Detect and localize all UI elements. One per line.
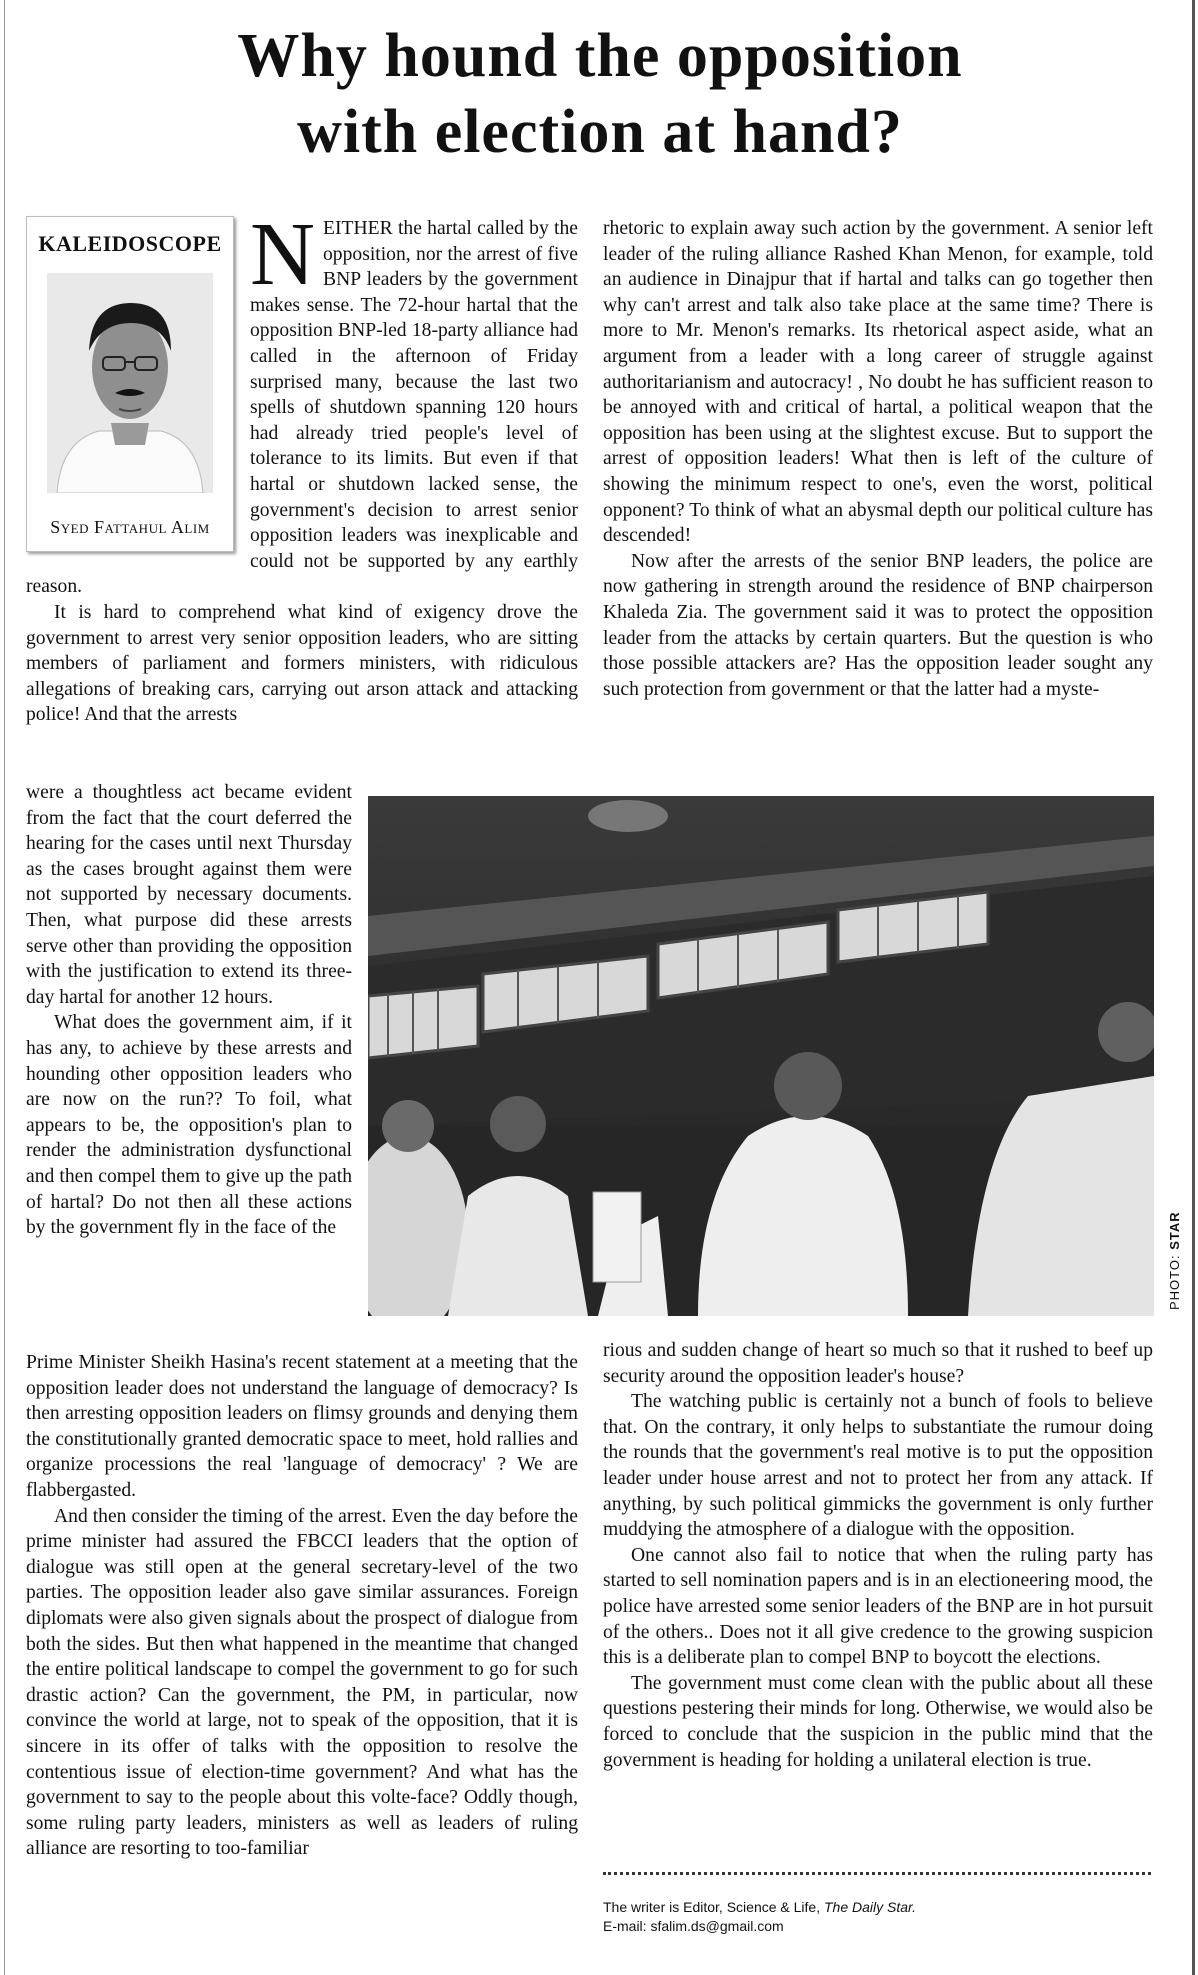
paragraph-1: EITHER the hartal called by the opposition, nor the arrest of five BNP leaders by the government makes sense. The 72-hour hartal that the opposition BNP-led 18-party alliance had called in the afternoon of Friday surprised many, because the last two spells of shutdown spanning 120 hours had already tried people's level of tolerance to its limits. But even if that hartal or shutdown lacked sense, the government's decision to arrest senior opposition leaders was inexplicable and could not be supported by any earthly reason.: [26, 218, 578, 598]
column-kicker: KALEIDOSCOPE: [38, 231, 222, 256]
article-column-left-top: [26, 205, 578, 728]
photo-credit-prefix: PHOTO:: [1167, 1254, 1182, 1310]
headline-line-2: with election at hand?: [297, 98, 903, 166]
footer-divider: [603, 1872, 1151, 1875]
paragraph-2a: It is hard to comprehend what kind of exigency drove the government to arrest very senior opposition leaders, who are sitting members of parliament and formers ministers, with ridiculous allegations of breaking cars, carrying out arson attack and attacking police! And that the arrests: [26, 601, 578, 726]
paragraph-6a: Now after the arrests of the senior BNP leaders, the police are now gathering in strength around the residence of BNP chairperson Khaleda Zia. The government said it was to protect the opposition leader from the attacks by certain quarters. But the question is who those possible attackers are? Has the opposition leader sought any such protection from government or that the latter had a myste-: [603, 550, 1153, 700]
article-column-right-bottom: [603, 1338, 1153, 1773]
paragraph-3a: What does the government aim, if it has any, to achieve by these arrests and hounding other opposition leaders who are now on the run?? To foil, what appears to be, the opposition's plan to render the administration dysfunctional and then compel them to give up the path of hartal? Do not then all these actions by the government fly in the face of the: [26, 1012, 352, 1239]
news-photo-drawing: [368, 796, 1154, 1316]
photo-credit-source: STAR: [1167, 1211, 1182, 1250]
author-footnote: [603, 1898, 1151, 1936]
author-portrait-drawing: [47, 273, 213, 493]
publication-name: The Daily Star.: [823, 1899, 917, 1915]
author-byline: Syed Fattahul Alim: [50, 517, 210, 537]
page-border-left: [4, 0, 5, 1975]
article-column-left-mid: [26, 780, 352, 1241]
photo-credit: [1167, 1211, 1182, 1310]
author-portrait: [47, 273, 213, 493]
author-email: E-mail: sfalim.ds@gmail.com: [603, 1918, 784, 1934]
writer-credit: [603, 1898, 1151, 1917]
headline-line-1: Why hound the opposition: [237, 22, 963, 90]
news-photo: [368, 796, 1154, 1316]
paragraph-4: And then consider the timing of the arrest. Even the day before the prime minister had assured the FBCCI leaders that the option of dialogue was still open at the general secretary-level of the two parties. The opposition leader also gave similar assurances. Foreign diplomats were also given signals about the prospect of dialogue from both the sides. But then what happened in the meantime that changed the entire political landscape to compel the government to go for such drastic action? Can the government, the PM, in particular, now convince the world at large, not to speak of the opposition, that it is sincere in its offer of talks with the opposition to resolve the contentious issue of election-time government? And what has the government to say to the people about this volte-face? Oddly though, some ruling party leaders, ministers as well as leaders of ruling alliance are resorting to too-familiar: [26, 1505, 578, 1860]
paragraph-9: The government must come clean with the public about all these questions pestering their minds for long. Otherwise, we would also be forced to conclude that the suspicion in the public mind that the government is heading for holding a unilateral election is true.: [603, 1672, 1153, 1771]
paragraph-2b: were a thoughtless act became evident from the fact that the court deferred the hearing for the cases until next Thursday as the cases brought against them were not supported by necessary documents. Then, what purpose did these arrests serve other than providing the opposition with the justification to extend its three-day hartal for another 12 hours.: [26, 782, 352, 1008]
headline: [40, 18, 1160, 170]
paragraph-6b: rious and sudden change of heart so much so that it rushed to beef up security around the opposition leader's house?: [603, 1340, 1153, 1387]
page-border-right: [1192, 0, 1195, 1975]
paragraph-8: One cannot also fail to notice that when the ruling party has started to sell nomination papers and is in an electioneering mood, the police have arrested some senior leaders of the BNP are in hot pursuit of the others.. Does not it all give credence to the growing suspicion this is a deliberate plan to compel BNP to boycott the elections.: [603, 1544, 1153, 1669]
author-box: [26, 216, 234, 552]
paragraph-3b: Prime Minister Sheikh Hasina's recent statement at a meeting that the opposition leader does not understand the language of democracy? Is then arresting opposition leaders on flimsy grounds and denying them the constitutionally granted democratic space to meet, hold rallies and organize processions the real 'language of democracy' ? We are flabbergasted.: [26, 1352, 578, 1501]
drop-cap: N: [250, 205, 315, 304]
article-column-right-top: [603, 216, 1153, 702]
paragraph-7: The watching public is certainly not a bunch of fools to believe that. On the contrary, it only helps to substantiate the rumour doing the rounds that the government's real motive is to put the opposition leader under house arrest and not to protect her from any attack. If anything, by such political gimmicks the government is only further muddying the atmosphere of a dialogue with the opposition.: [603, 1391, 1153, 1541]
writer-credit-text: The writer is Editor, Science & Life,: [603, 1899, 824, 1915]
paragraph-5: rhetoric to explain away such action by the government. A senior left leader of the ruling alliance Rashed Khan Menon, for example, told an audience in Dinajpur that if hartal and talks can go together then why can't arrest and talk also take place at the same time? There is more to Mr. Menon's remarks. Its rhetorical aspect aside, what an argument from a leader with a long career of struggle against authoritarianism and autocracy! , No doubt he has sufficient reason to be annoyed with and critical of hartal, a political weapon that the opposition has been using at the slightest excuse. But to support the arrest of opposition leaders! What then is left of the culture of showing the minimum respect to one's, even the worst, political opponent? To think of what an abysmal depth our political culture has descended!: [603, 218, 1153, 547]
article-column-left-bottom: [26, 1350, 578, 1862]
